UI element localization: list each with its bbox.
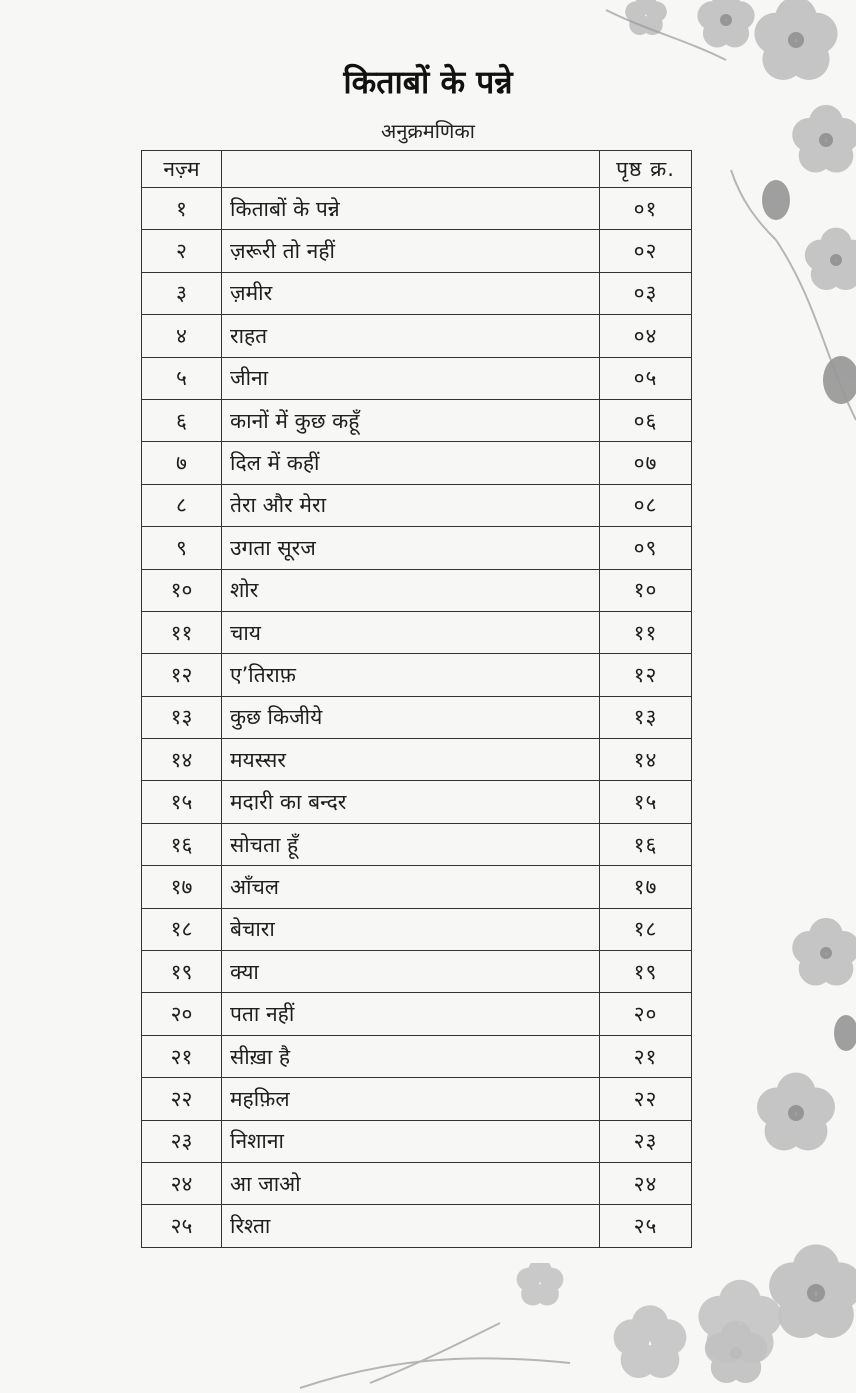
- table-header-row: [142, 151, 692, 188]
- table-row: [142, 188, 692, 230]
- row-page: १८: [600, 908, 692, 950]
- row-page: २४: [600, 1162, 692, 1204]
- row-page: ०३: [600, 272, 692, 314]
- row-page: ०७: [600, 442, 692, 484]
- row-title: दिल में कहीं: [222, 442, 600, 484]
- row-number: ४: [142, 315, 222, 357]
- table-row: [142, 1120, 692, 1162]
- row-title: जीना: [222, 357, 600, 399]
- row-number: ५: [142, 357, 222, 399]
- row-page: ०८: [600, 484, 692, 526]
- header-number: नज़्म: [142, 151, 222, 188]
- header-page: पृष्ठ क्र.: [600, 151, 692, 188]
- table-row: [142, 993, 692, 1035]
- row-page: २५: [600, 1205, 692, 1247]
- table-row: [142, 908, 692, 950]
- row-page: ०२: [600, 230, 692, 272]
- row-number: २१: [142, 1035, 222, 1077]
- row-title: आ जाओ: [222, 1162, 600, 1204]
- row-page: ०१: [600, 188, 692, 230]
- row-title: सोचता हूँ: [222, 823, 600, 865]
- row-title: आँचल: [222, 866, 600, 908]
- row-number: १३: [142, 696, 222, 738]
- table-row: [142, 442, 692, 484]
- table-row: [142, 527, 692, 569]
- header-title: [222, 151, 600, 188]
- row-number: ३: [142, 272, 222, 314]
- table-row: [142, 739, 692, 781]
- table-row: [142, 823, 692, 865]
- row-title: महफ़िल: [222, 1078, 600, 1120]
- row-title: पता नहीं: [222, 993, 600, 1035]
- table-row: [142, 1035, 692, 1077]
- row-number: १२: [142, 654, 222, 696]
- row-number: २२: [142, 1078, 222, 1120]
- row-page: ०९: [600, 527, 692, 569]
- row-number: १०: [142, 569, 222, 611]
- row-number: ११: [142, 611, 222, 653]
- row-title: मदारी का बन्दर: [222, 781, 600, 823]
- row-page: २१: [600, 1035, 692, 1077]
- table-row: [142, 484, 692, 526]
- row-number: १७: [142, 866, 222, 908]
- row-page: ०६: [600, 399, 692, 441]
- table-row: [142, 1205, 692, 1247]
- table-row: [142, 569, 692, 611]
- row-page: ०५: [600, 357, 692, 399]
- table-row: [142, 1078, 692, 1120]
- row-number: ९: [142, 527, 222, 569]
- row-number: ७: [142, 442, 222, 484]
- row-title: ज़रूरी तो नहीं: [222, 230, 600, 272]
- row-number: १४: [142, 739, 222, 781]
- row-title: क्या: [222, 951, 600, 993]
- row-number: २५: [142, 1205, 222, 1247]
- table-body: [142, 188, 692, 1248]
- row-title: किताबों के पन्ने: [222, 188, 600, 230]
- page-title: किताबों के पन्ने: [343, 63, 513, 101]
- row-number: २: [142, 230, 222, 272]
- row-number: १९: [142, 951, 222, 993]
- page-subtitle: अनुक्रमणिका: [381, 119, 475, 143]
- row-number: २०: [142, 993, 222, 1035]
- row-title: उगता सूरज: [222, 527, 600, 569]
- row-page: १५: [600, 781, 692, 823]
- row-number: १५: [142, 781, 222, 823]
- row-title: मयस्सर: [222, 739, 600, 781]
- row-title: कानों में कुछ कहूँ: [222, 399, 600, 441]
- table-row: [142, 230, 692, 272]
- table-row: [142, 951, 692, 993]
- row-page: ०४: [600, 315, 692, 357]
- table-row: [142, 866, 692, 908]
- row-title: ए’तिराफ़: [222, 654, 600, 696]
- row-page: ११: [600, 611, 692, 653]
- table-row: [142, 272, 692, 314]
- row-number: १६: [142, 823, 222, 865]
- row-page: १२: [600, 654, 692, 696]
- row-number: १८: [142, 908, 222, 950]
- row-number: २३: [142, 1120, 222, 1162]
- table-row: [142, 611, 692, 653]
- row-title: तेरा और मेरा: [222, 484, 600, 526]
- row-number: ६: [142, 399, 222, 441]
- row-title: चाय: [222, 611, 600, 653]
- row-page: १०: [600, 569, 692, 611]
- floral-decoration-bottom-right-icon: [676, 913, 856, 1393]
- floral-decoration-bottom-icon: [270, 1263, 856, 1393]
- row-title: कुछ किजीये: [222, 696, 600, 738]
- row-page: १४: [600, 739, 692, 781]
- row-page: २३: [600, 1120, 692, 1162]
- row-page: १३: [600, 696, 692, 738]
- table-row: [142, 357, 692, 399]
- row-page: २०: [600, 993, 692, 1035]
- table-of-contents: [141, 150, 692, 1248]
- table-row: [142, 315, 692, 357]
- row-title: निशाना: [222, 1120, 600, 1162]
- row-title: ज़मीर: [222, 272, 600, 314]
- row-number: १: [142, 188, 222, 230]
- row-title: बेचारा: [222, 908, 600, 950]
- row-number: ८: [142, 484, 222, 526]
- row-page: १९: [600, 951, 692, 993]
- row-title: रिश्ता: [222, 1205, 600, 1247]
- table-row: [142, 1162, 692, 1204]
- row-title: सीख़ा है: [222, 1035, 600, 1077]
- table-row: [142, 654, 692, 696]
- row-page: १७: [600, 866, 692, 908]
- row-title: राहत: [222, 315, 600, 357]
- table-row: [142, 696, 692, 738]
- row-page: १६: [600, 823, 692, 865]
- row-number: २४: [142, 1162, 222, 1204]
- row-title: शोर: [222, 569, 600, 611]
- table-row: [142, 781, 692, 823]
- table-row: [142, 399, 692, 441]
- row-page: २२: [600, 1078, 692, 1120]
